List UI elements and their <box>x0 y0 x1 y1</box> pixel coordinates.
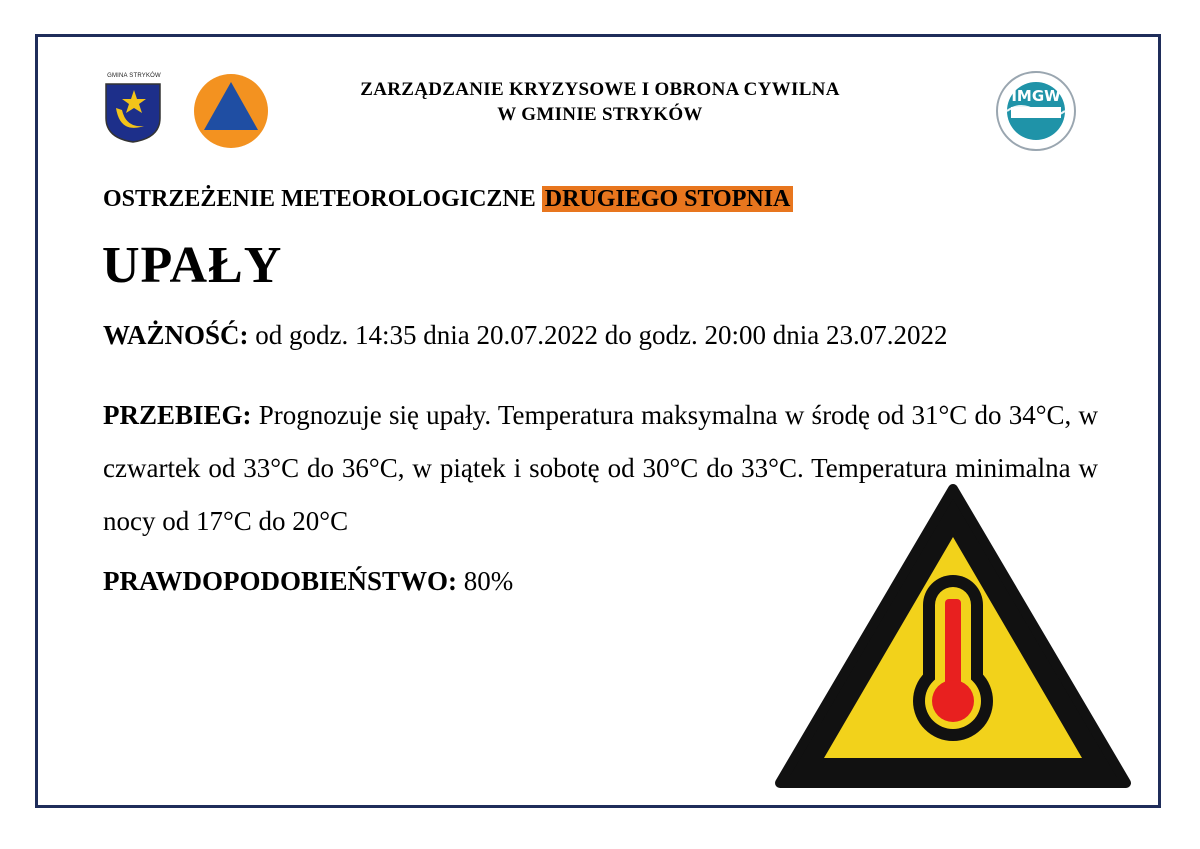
imgw-logo-text: IMGW <box>1011 87 1061 105</box>
probability-value: 80% <box>463 566 514 596</box>
header-title-line-1: ZARZĄDZANIE KRYZYSOWE I OBRONA CYWILNA <box>360 79 840 100</box>
civil-defence-icon <box>192 72 270 150</box>
crest-caption: GMINA STRYKÓW <box>107 73 161 79</box>
municipal-crest-icon <box>104 82 162 144</box>
validity-label: WAŻNOŚĆ: <box>103 320 249 350</box>
header-title-line-2: W GMINIE STRYKÓW <box>497 104 703 125</box>
course-label: PRZEBIEG: <box>103 400 252 430</box>
imgw-logo-icon <box>995 70 1077 152</box>
validity-text: od godz. 14:35 dnia 20.07.2022 do godz. 20:00 dnia 23.07.2022 <box>255 320 948 350</box>
crest-caption-wrap <box>101 73 167 81</box>
warning-title-text: OSTRZEŻENIE METEOROLOGICZNE <box>103 186 536 212</box>
probability-label: PRAWDOPODOBIEŃSTWO: <box>103 566 458 596</box>
warning-title <box>103 186 793 213</box>
validity-row <box>103 320 947 351</box>
heat-warning-sign-icon <box>762 471 1144 797</box>
warning-level-badge: DRUGIEGO STOPNIA <box>542 186 794 212</box>
course-text: Prognozuje się upały. Temperatura maksymalna w środę od 31°C do 34°C, w czwartek od 33°C do 36°C, w piątek i sobotę od 30°C do 33°C. Temperatura minimalna w nocy od 17°C do 20°C <box>103 400 1099 536</box>
phenomenon-heading: UPAŁY <box>102 237 283 294</box>
probability-row <box>103 566 513 597</box>
thermometer-icon <box>913 575 993 741</box>
